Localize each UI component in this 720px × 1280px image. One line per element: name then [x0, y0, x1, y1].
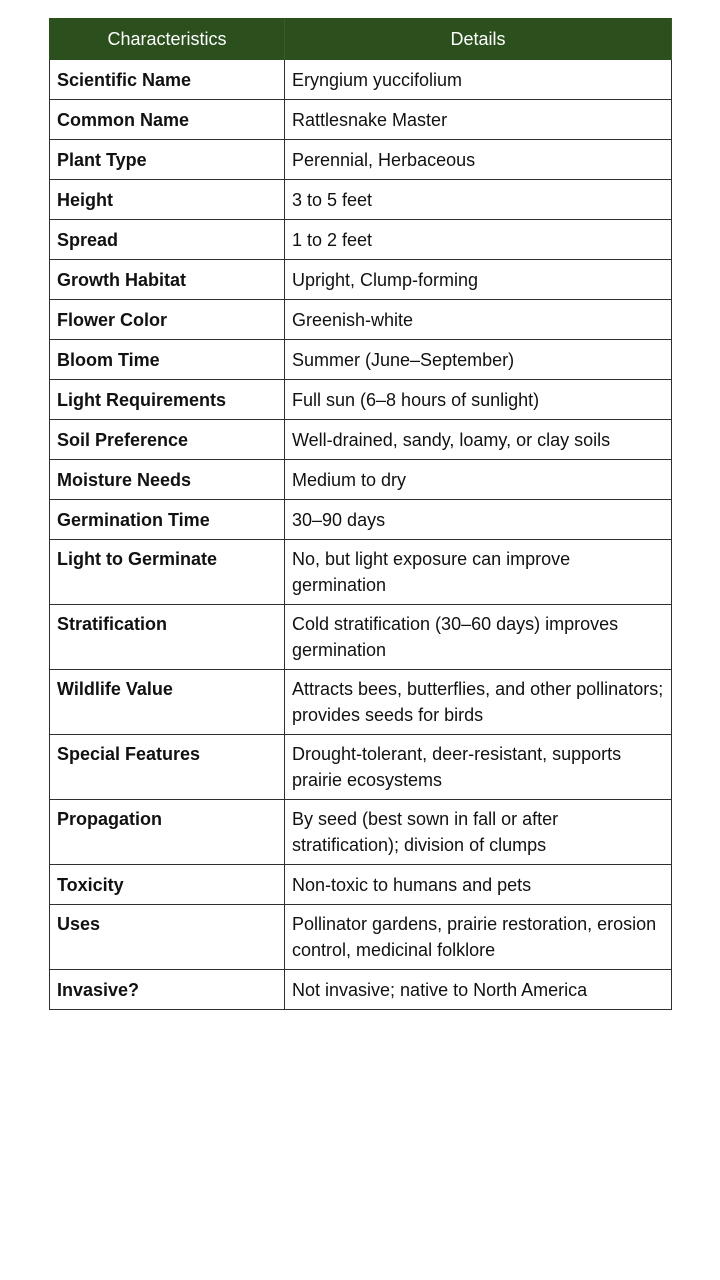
characteristic-label: Soil Preference [50, 420, 285, 460]
characteristic-detail: Greenish-white [285, 300, 672, 340]
characteristic-label: Light to Germinate [50, 540, 285, 605]
table-row [50, 220, 672, 260]
table-row [50, 260, 672, 300]
header-characteristics: Characteristics [50, 19, 285, 60]
table-row [50, 340, 672, 380]
characteristic-detail: Rattlesnake Master [285, 100, 672, 140]
characteristic-detail: 1 to 2 feet [285, 220, 672, 260]
table-row [50, 180, 672, 220]
header-details: Details [285, 19, 672, 60]
characteristic-detail: Medium to dry [285, 460, 672, 500]
characteristic-detail: Drought-tolerant, deer-resistant, supports prairie ecosystems [285, 735, 672, 800]
characteristic-detail: Attracts bees, butterflies, and other pollinators; provides seeds for birds [285, 670, 672, 735]
characteristic-label: Wildlife Value [50, 670, 285, 735]
characteristic-detail: Upright, Clump-forming [285, 260, 672, 300]
characteristic-label: Flower Color [50, 300, 285, 340]
table-row [50, 905, 672, 970]
characteristic-label: Scientific Name [50, 60, 285, 100]
table-row [50, 540, 672, 605]
table-row [50, 970, 672, 1010]
characteristic-label: Special Features [50, 735, 285, 800]
characteristic-label: Propagation [50, 800, 285, 865]
characteristic-detail: Non-toxic to humans and pets [285, 865, 672, 905]
characteristic-label: Light Requirements [50, 380, 285, 420]
characteristic-detail: Full sun (6–8 hours of sunlight) [285, 380, 672, 420]
characteristic-detail: Not invasive; native to North America [285, 970, 672, 1010]
characteristic-label: Moisture Needs [50, 460, 285, 500]
characteristic-detail: Pollinator gardens, prairie restoration, erosion control, medicinal folklore [285, 905, 672, 970]
characteristic-label: Bloom Time [50, 340, 285, 380]
characteristic-detail: Cold stratification (30–60 days) improves germination [285, 605, 672, 670]
table-body [50, 60, 672, 1010]
table-row [50, 60, 672, 100]
table-row [50, 460, 672, 500]
characteristic-label: Plant Type [50, 140, 285, 180]
header-row [50, 19, 672, 60]
characteristic-label: Growth Habitat [50, 260, 285, 300]
characteristic-detail: Eryngium yuccifolium [285, 60, 672, 100]
table-row [50, 670, 672, 735]
characteristic-label: Stratification [50, 605, 285, 670]
characteristic-label: Germination Time [50, 500, 285, 540]
table-row [50, 605, 672, 670]
table-row [50, 420, 672, 460]
characteristic-label: Spread [50, 220, 285, 260]
characteristic-label: Toxicity [50, 865, 285, 905]
table-row [50, 500, 672, 540]
characteristic-label: Height [50, 180, 285, 220]
characteristic-label: Common Name [50, 100, 285, 140]
characteristic-detail: 30–90 days [285, 500, 672, 540]
characteristic-label: Uses [50, 905, 285, 970]
table-row [50, 865, 672, 905]
characteristic-detail: 3 to 5 feet [285, 180, 672, 220]
characteristic-label: Invasive? [50, 970, 285, 1010]
table-row [50, 100, 672, 140]
characteristic-detail: Summer (June–September) [285, 340, 672, 380]
plant-characteristics-table-container [49, 18, 671, 1010]
table-row [50, 140, 672, 180]
table-row [50, 380, 672, 420]
characteristic-detail: Perennial, Herbaceous [285, 140, 672, 180]
table-row [50, 735, 672, 800]
table-row [50, 800, 672, 865]
characteristic-detail: No, but light exposure can improve germination [285, 540, 672, 605]
characteristic-detail: By seed (best sown in fall or after stratification); division of clumps [285, 800, 672, 865]
characteristic-detail: Well-drained, sandy, loamy, or clay soils [285, 420, 672, 460]
plant-characteristics-table [49, 18, 672, 1010]
table-header [50, 19, 672, 60]
table-row [50, 300, 672, 340]
